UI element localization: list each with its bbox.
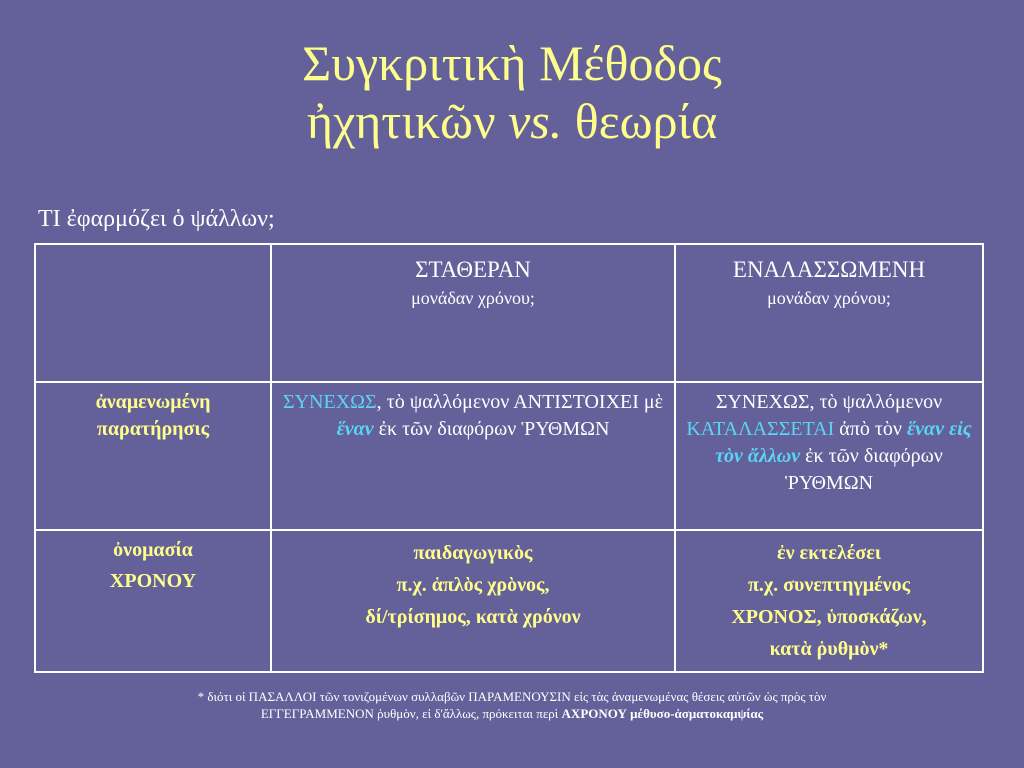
expected-alt-p1: ΣΥΝΕΧΩΣ, τὸ ψαλλόμενον	[715, 391, 943, 413]
row-label-naming-line1: ὀνομασία	[113, 539, 193, 561]
header-cell-static	[271, 244, 675, 382]
cell-expected-alt	[675, 382, 983, 530]
expected-alt-p3: ἀπὸ τὸν	[834, 418, 907, 440]
slide-title	[0, 34, 1024, 150]
cell-expected-static	[271, 382, 675, 530]
table-row-naming	[35, 530, 983, 672]
expected-alt-p5: ἐκ τῶν διαφόρων ῬΥΘΜΩΝ	[784, 445, 943, 494]
expected-alt-p2: ΚΑΤΑΛΑΣΣΕΤΑΙ	[686, 418, 835, 440]
header-static-title: ΣΤΑΘΕΡΑΝ	[415, 257, 531, 282]
naming-alt-line1: ἐν εκτελέσει	[777, 542, 881, 564]
cell-naming-static	[271, 530, 675, 672]
footnote	[0, 688, 1024, 722]
expected-static-p2: , τὸ ψαλλόμενον ΑΝΤΙΣΤΟΙΧΕΙ μὲ	[376, 391, 664, 413]
cell-naming-alt	[675, 530, 983, 672]
naming-alt-line2: π.χ. συνεπτηγμένος	[747, 574, 911, 596]
expected-static-p3: ἕναν	[336, 418, 374, 440]
row-label-expected-line2: παρατήρησις	[96, 418, 210, 440]
table-row-expected	[35, 382, 983, 530]
header-cell-alt	[675, 244, 983, 382]
title-line-2-vs: vs.	[508, 93, 563, 149]
naming-alt-line4: κατὰ ῥυθμὸν*	[769, 638, 889, 660]
header-alt-sub: μονάδαν χρόνου;	[767, 288, 891, 308]
title-line-2	[0, 92, 1024, 150]
row-label-naming-line2: ΧΡΟΝΟΥ	[109, 570, 197, 592]
table-header-row	[35, 244, 983, 382]
footnote-line2-a: ΕΓΓΕΓΡΑΜΜΕΝΟΝ ῥυθμὸν, εἰ δ'ἄλλως, πρόκειται περὶ	[260, 706, 562, 721]
naming-alt-line3: ΧΡΟΝΟΣ, ὑποσκάζων,	[731, 606, 927, 628]
empty-corner-cell	[35, 244, 271, 382]
naming-static-line2: π.χ. ἁπλὸς χρὸνος,	[396, 574, 550, 596]
expected-alt-p4: ἕναν εἰς τὸν ἄλλων	[715, 418, 972, 467]
naming-static-line3: δί/τρίσημος, κατὰ χρόνον	[365, 606, 581, 628]
title-line-1: Συγκριτικὴ Μέθοδος	[302, 35, 722, 91]
title-line-2-c: θεωρία	[562, 93, 718, 149]
footnote-line2	[0, 705, 1024, 722]
footnote-line2-b: ΑΧΡΟΝΟΥ μέθυσο-ἀσματοκαμψίας	[561, 706, 764, 721]
row-label-naming	[35, 530, 271, 672]
naming-static-line1: παιδαγωγικὸς	[413, 542, 533, 564]
expected-static-p1: ΣΥΝΕΧΩΣ	[282, 391, 377, 413]
expected-static-p4: ἐκ τῶν διαφόρων ῬΥΘΜΩΝ	[373, 418, 610, 440]
title-line-2-a: ἠχητικῶν	[306, 93, 509, 149]
comparison-table	[34, 243, 984, 673]
header-alt-title: ΕΝΑΛΑΣΣΩΜΕΝΗ	[732, 257, 926, 282]
question-text: ΤΙ ἐφαρμόζει ὁ ψάλλων;	[38, 206, 275, 232]
footnote-line1: * διότι οἱ ΠΑΣΑΛΛΟΙ τῶν τονιζομένων συλλαβῶν ΠΑΡΑΜΕΝΟΥΣΙΝ εἰς τὰς ἀναμενωμένας θέσεις αὐτῶν ὡς πρὸς τὸν	[197, 689, 827, 704]
row-label-expected	[35, 382, 271, 530]
row-label-expected-line1: ἀναμενωμένη	[95, 391, 211, 413]
header-static-sub: μονάδαν χρόνου;	[411, 288, 535, 308]
